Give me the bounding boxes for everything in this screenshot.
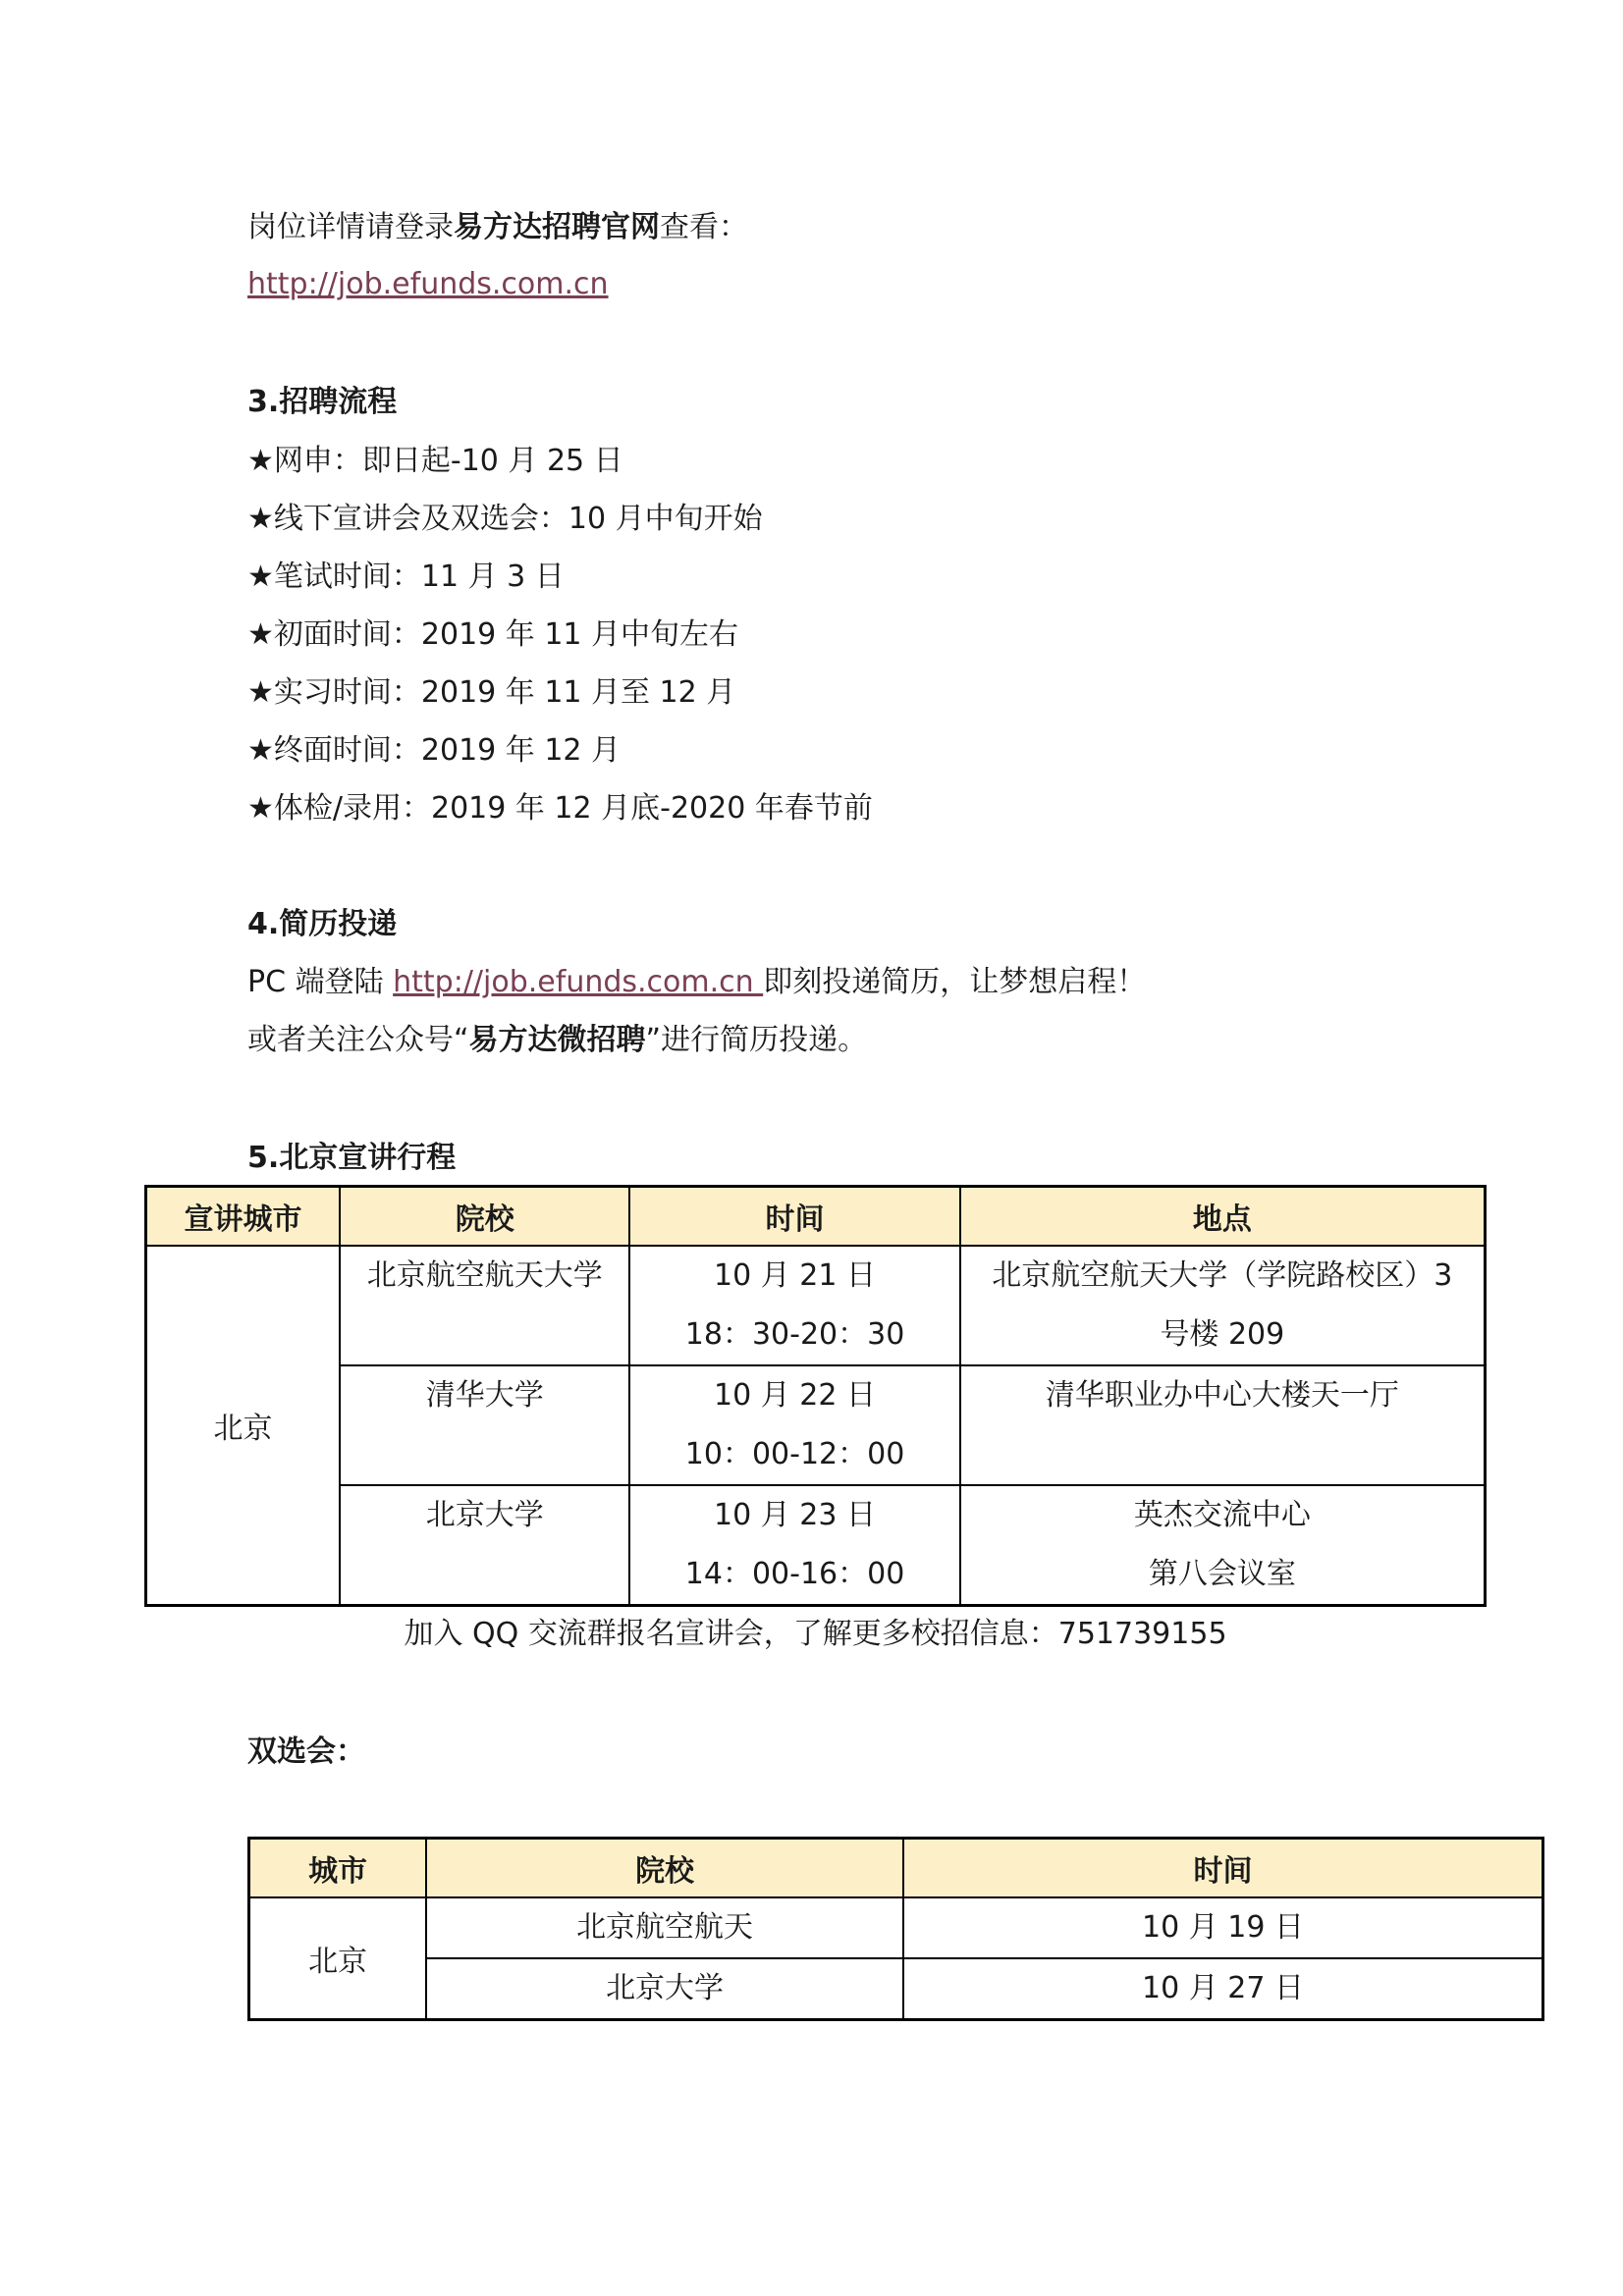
process-item: ★实习时间：2019 年 11 月至 12 月: [247, 675, 736, 710]
place-line-1: 清华职业办中心大楼天一厅: [1045, 1378, 1399, 1413]
fair-table: [247, 1837, 1544, 2021]
header-city: 城市: [249, 1839, 427, 1898]
session-date: 10 月 22 日: [714, 1378, 877, 1413]
school-name: 清华大学: [425, 1378, 544, 1413]
place-line-2: [961, 1425, 1484, 1484]
process-item: ★体检/录用：2019 年 12 月底-2020 年春节前: [247, 791, 873, 826]
header-school: 院校: [340, 1187, 629, 1247]
time-cell: [629, 1246, 959, 1365]
session-date: 10 月 21 日: [714, 1258, 877, 1293]
resume-heading: 4.简历投递: [247, 907, 398, 941]
resume-line-2: [247, 1021, 867, 1060]
fair-date: 10 月 27 日: [1142, 1971, 1304, 2005]
school-cell: [340, 1365, 629, 1485]
resume-line-1: [247, 963, 1146, 1002]
tour-city-cell: 北京: [146, 1246, 341, 1606]
school-cell: [426, 1897, 903, 1958]
school-name: 北京航空航天大学: [366, 1258, 603, 1293]
tour-heading: 5.北京宣讲行程: [247, 1141, 457, 1175]
school-cell: [340, 1485, 629, 1606]
process-item: ★终面时间：2019 年 12 月: [247, 733, 622, 768]
intro-prefix: 岗位详情请登录: [247, 210, 454, 244]
process-item: ★笔试时间：11 月 3 日: [247, 560, 565, 594]
qq-group-note: 加入 QQ 交流群报名宣讲会，了解更多校招信息：751739155: [404, 1617, 1227, 1651]
wechat-account-name: 易方达微招聘: [468, 1023, 646, 1057]
header-school: 院校: [426, 1839, 903, 1898]
place-line-1: 北京航空航天大学（学院路校区）3: [992, 1258, 1453, 1293]
resume-line1-suffix: 即刻投递简历，让梦想启程！: [763, 965, 1147, 999]
table-row: [249, 1897, 1543, 1958]
table-row: [146, 1365, 1486, 1485]
session-time: 14：00-16：00: [684, 1557, 905, 1591]
intro-link-line: [247, 265, 609, 304]
place-cell: [960, 1485, 1486, 1606]
intro-suffix: 查看：: [660, 210, 748, 244]
session-date: 10 月 23 日: [714, 1498, 877, 1532]
intro-text: [247, 208, 748, 247]
table-row: [249, 1958, 1543, 2020]
tour-table: [144, 1185, 1487, 1607]
school-name: 北京大学: [606, 1971, 725, 2005]
process-item: ★线下宣讲会及双选会：10 月中旬开始: [247, 502, 763, 536]
process-item: ★网申：即日起-10 月 25 日: [247, 444, 623, 478]
fair-table-header: [249, 1839, 1543, 1898]
place-line-2: 第八会议室: [1148, 1557, 1296, 1591]
resume-line2-suffix: ”进行简历投递。: [645, 1023, 868, 1057]
table-row: [146, 1485, 1486, 1606]
school-cell: [426, 1958, 903, 2020]
careers-link[interactable]: http://job.efunds.com.cn: [247, 267, 609, 301]
header-place: 地点: [960, 1187, 1486, 1247]
place-cell: [960, 1246, 1486, 1365]
resume-line1-prefix: PC 端登陆: [247, 965, 394, 999]
session-time: 10：00-12：00: [684, 1437, 905, 1471]
time-cell: [629, 1365, 959, 1485]
tour-table-header: [146, 1187, 1486, 1247]
time-cell: [629, 1485, 959, 1606]
header-city: 宣讲城市: [146, 1187, 341, 1247]
resume-line2-prefix: 或者关注公众号“: [247, 1023, 469, 1057]
process-item: ★初面时间：2019 年 11 月中旬左右: [247, 617, 739, 652]
process-heading: 3.招聘流程: [247, 385, 398, 419]
table-row: [146, 1246, 1486, 1365]
fair-city-cell: 北京: [249, 1897, 427, 2020]
header-time: 时间: [903, 1839, 1543, 1898]
fair-heading: 双选会：: [247, 1735, 365, 1769]
school-name: 北京大学: [425, 1498, 544, 1532]
fair-date: 10 月 19 日: [1142, 1910, 1304, 1945]
place-cell: [960, 1365, 1486, 1485]
school-name: 北京航空航天: [576, 1910, 754, 1945]
school-cell: [340, 1246, 629, 1365]
place-line-2: 号楼 209: [1160, 1317, 1285, 1352]
intro-site-name: 易方达招聘官网: [454, 210, 660, 244]
header-time: 时间: [629, 1187, 959, 1247]
resume-link[interactable]: http://job.efunds.com.cn: [393, 965, 764, 999]
date-cell: [903, 1958, 1543, 2020]
date-cell: [903, 1897, 1543, 1958]
session-time: 18：30-20：30: [684, 1317, 905, 1352]
place-line-1: 英杰交流中心: [1133, 1498, 1311, 1532]
